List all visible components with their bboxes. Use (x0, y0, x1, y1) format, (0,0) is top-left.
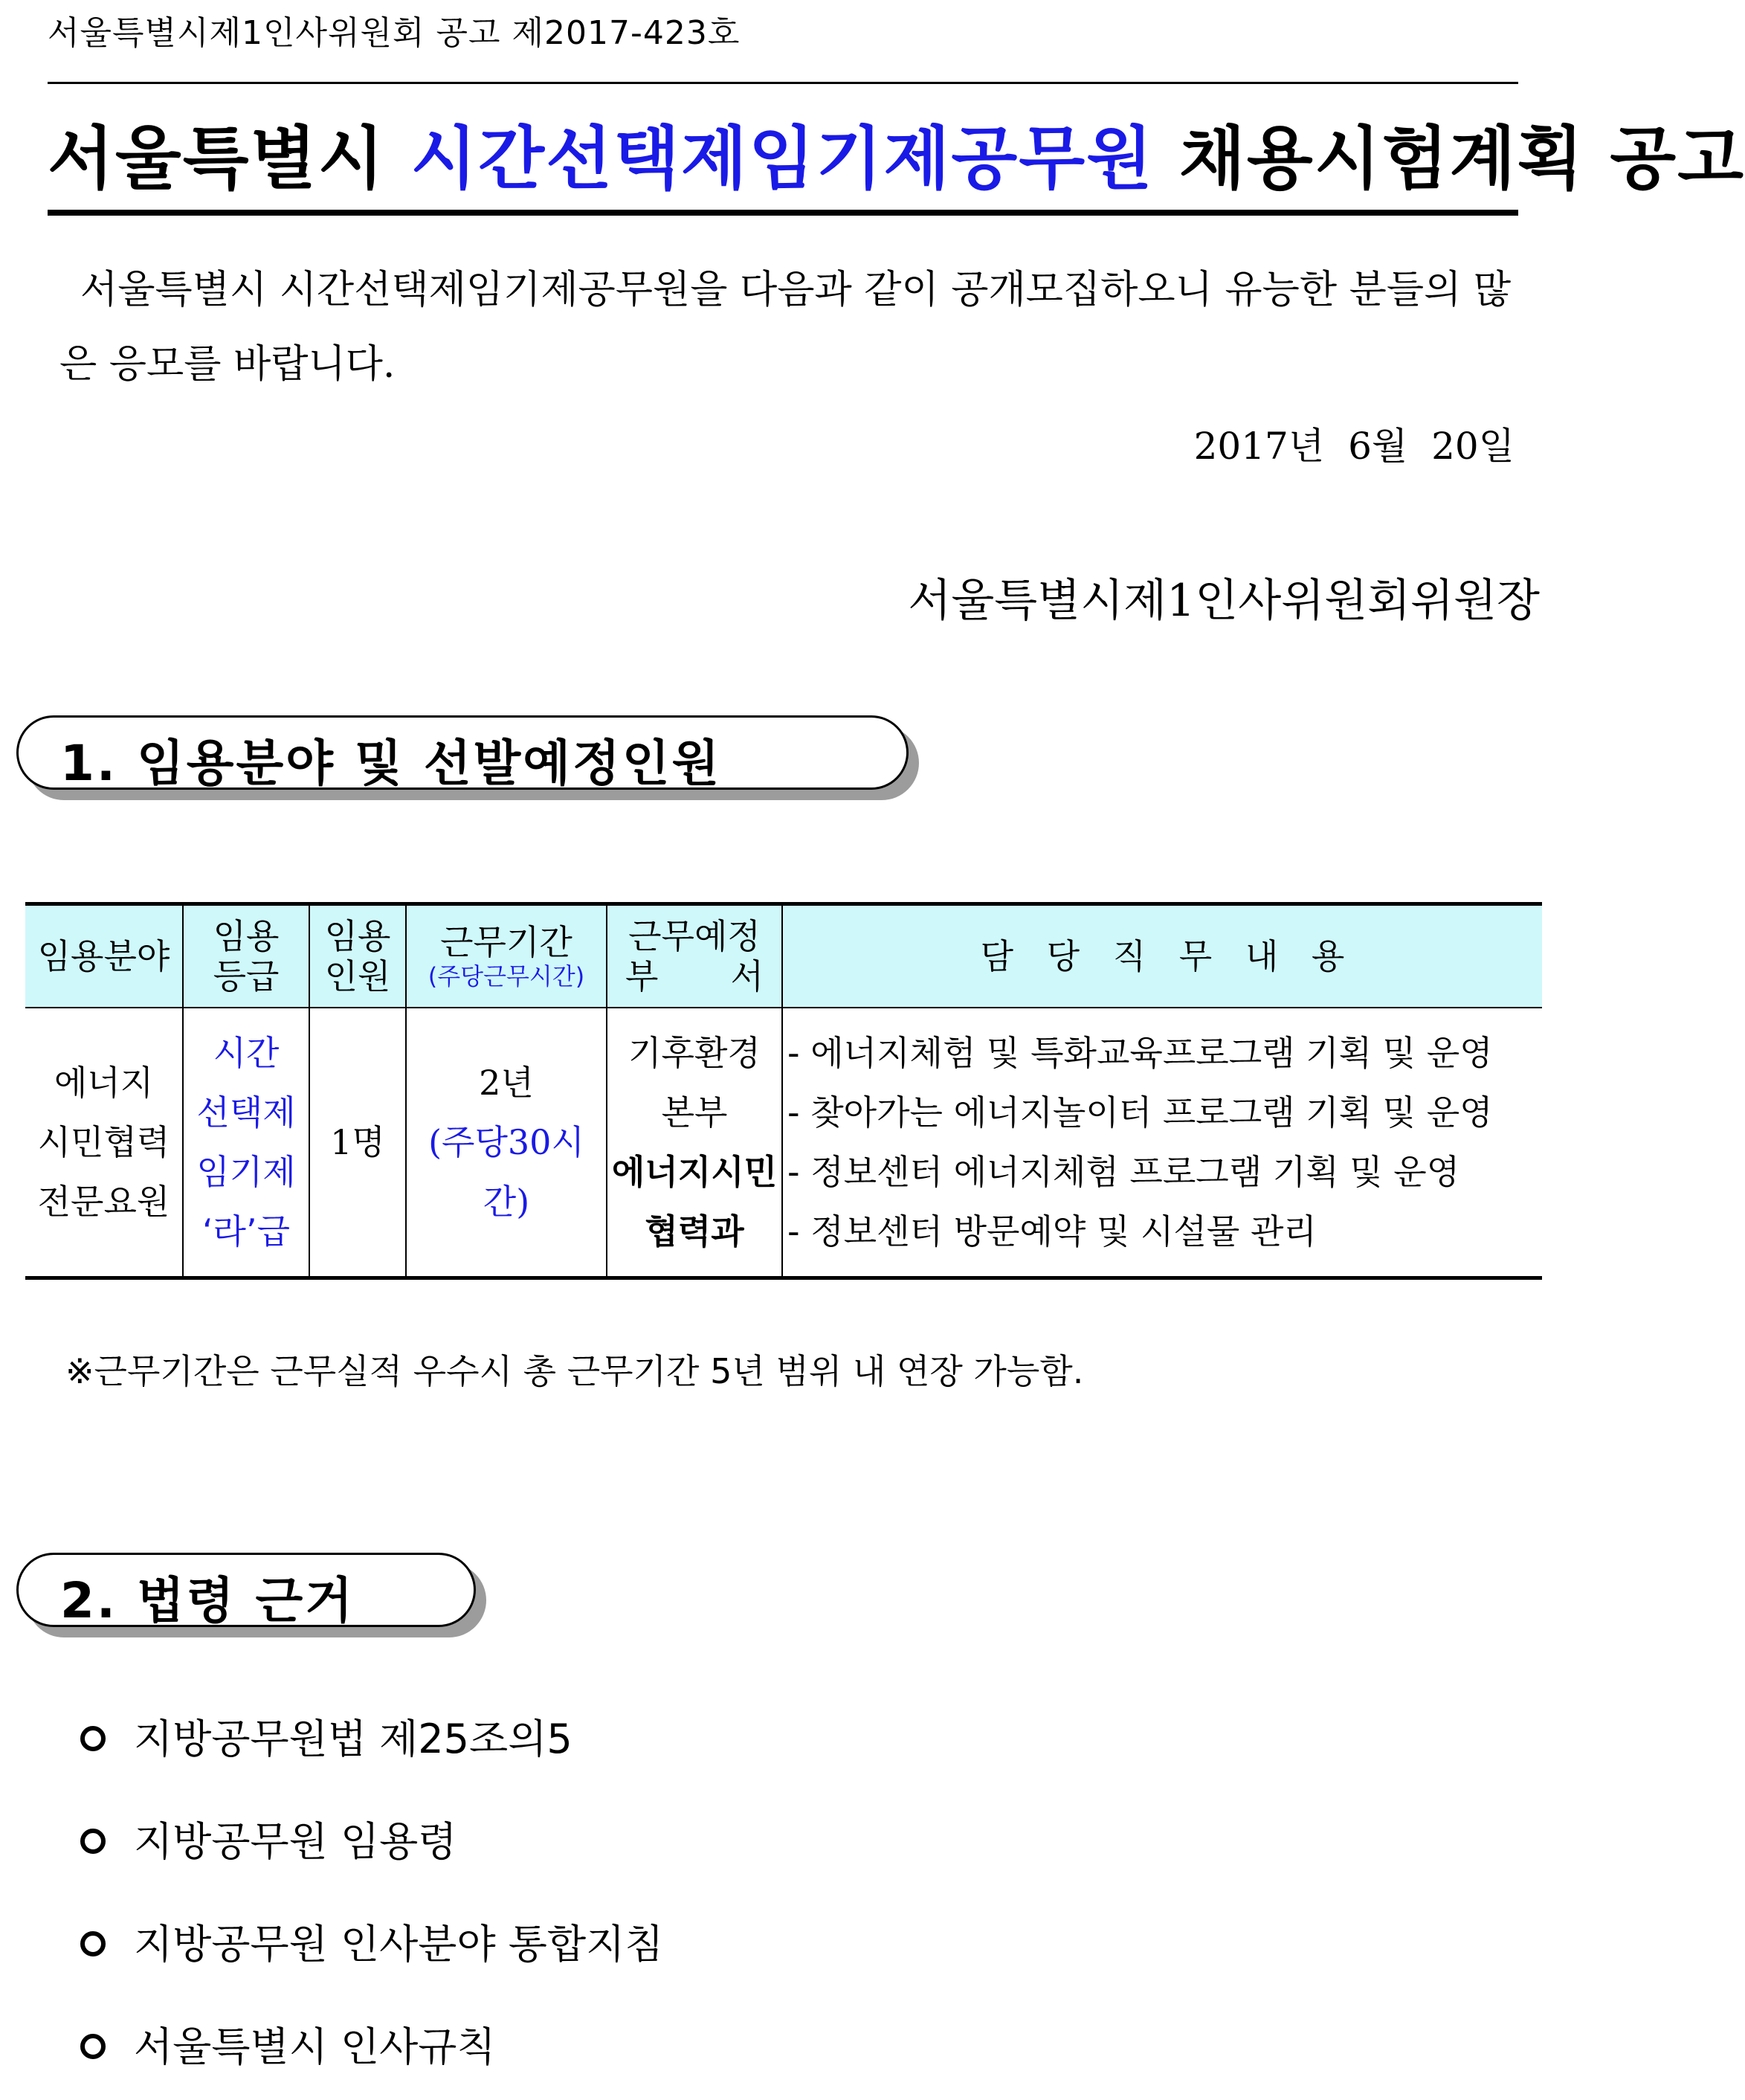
law-item-text: 지방공무원 인사분야 통합지침 (134, 1921, 664, 1968)
cell-period (406, 1008, 607, 1278)
title-prefix: 서울특별시 (48, 119, 386, 199)
cell-grade-line: ‘라’급 (201, 1211, 291, 1252)
col-grade-label: 임용등급 (213, 916, 280, 996)
signer: 서울특별시제1인사위원회위원장 (908, 575, 1540, 627)
cell-field-line: 에너지 (54, 1063, 154, 1103)
circle-bullet-icon (80, 1829, 106, 1854)
page-title (48, 104, 1745, 202)
law-item (80, 1707, 572, 1765)
top-rule (48, 82, 1518, 84)
cell-dept-line: 기후환경 (628, 1033, 761, 1073)
col-dept-line1: 근무예정 (628, 916, 761, 956)
duty-item: - 정보센터 방문예약 및 시설물 관리 (787, 1211, 1317, 1252)
col-field: 임용분야 (25, 904, 183, 1008)
col-dept-line2-b: 서 (730, 956, 764, 996)
section-1-title: 1. 임용분야 및 선발예정인원 (60, 735, 722, 792)
notice-number: 서울특별시제1인사위원회 공고 제2017-423호 (48, 14, 741, 52)
table-row (25, 1008, 1542, 1278)
col-headcount-label: 임용인원 (324, 916, 391, 996)
cell-grade (183, 1008, 309, 1278)
cell-grade-line: 선택제 (196, 1092, 296, 1133)
intro-paragraph: 서울특별시 시간선택제임기제공무원을 다음과 같이 공개모집하오니 유능한 분들의 많은 응모를 바랍니다. (59, 268, 1512, 387)
cell-period-value: 2년 (479, 1063, 534, 1103)
cell-field (25, 1008, 183, 1278)
title-highlight: 시간선택제임기제공무원 (410, 119, 1154, 199)
col-period (406, 904, 607, 1008)
table-header-row (25, 904, 1542, 1008)
cell-dept-line: 에너지시민 (611, 1152, 778, 1192)
circle-bullet-icon (80, 2034, 106, 2059)
duty-item: - 정보센터 에너지체험 프로그램 기획 및 운영 (787, 1152, 1460, 1192)
col-dept-line2 (607, 956, 781, 996)
cell-field-line: 시민협력 (37, 1122, 170, 1162)
title-suffix: 채용시험계획 공고 (1179, 119, 1745, 199)
law-item-text: 서울특별시 인사규칙 (134, 2023, 496, 2070)
law-item (80, 1810, 457, 1867)
col-dept (607, 904, 782, 1008)
col-grade (183, 904, 309, 1008)
law-item-text: 지방공무원법 제25조의5 (134, 1716, 572, 1762)
law-item (80, 1913, 663, 1970)
duty-item: - 에너지체험 및 특화교육프로그램 기획 및 운영 (787, 1033, 1493, 1073)
cell-dept-line: 협력과 (645, 1211, 744, 1252)
circle-bullet-icon (80, 1726, 106, 1751)
cell-dept-line: 본부 (661, 1092, 728, 1133)
footnote: ※근무기간은 근무실적 우수시 총 근무기간 5년 범위 내 연장 가능함. (65, 1351, 1084, 1391)
cell-headcount: 1명 (309, 1008, 406, 1278)
cell-duties (782, 1008, 1542, 1278)
cell-dept (607, 1008, 782, 1278)
law-item (80, 2015, 496, 2072)
col-duties: 담 당 직 무 내 용 (782, 904, 1542, 1008)
section-2-title: 2. 법령 근거 (60, 1572, 355, 1629)
cell-period-sub: (주당30시간) (428, 1122, 584, 1222)
circle-bullet-icon (80, 1931, 106, 1956)
cell-grade-line: 시간 (213, 1033, 280, 1073)
col-dept-line2-a: 부 (625, 956, 659, 996)
section-2-header (16, 1553, 476, 1627)
col-headcount (309, 904, 406, 1008)
recruitment-table (25, 902, 1542, 1280)
announcement-date: 2017년 6월 20일 (1193, 425, 1515, 468)
col-period-sub: (주당근무시간) (428, 962, 585, 991)
col-period-label: 근무기간 (440, 922, 572, 962)
law-item-text: 지방공무원 임용령 (134, 1818, 457, 1865)
cell-grade-line: 임기제 (196, 1152, 296, 1192)
title-underline (48, 210, 1518, 216)
duty-item: - 찾아가는 에너지놀이터 프로그램 기획 및 운영 (787, 1092, 1493, 1133)
cell-field-line: 전문요원 (37, 1182, 170, 1222)
section-1-header (16, 715, 909, 790)
